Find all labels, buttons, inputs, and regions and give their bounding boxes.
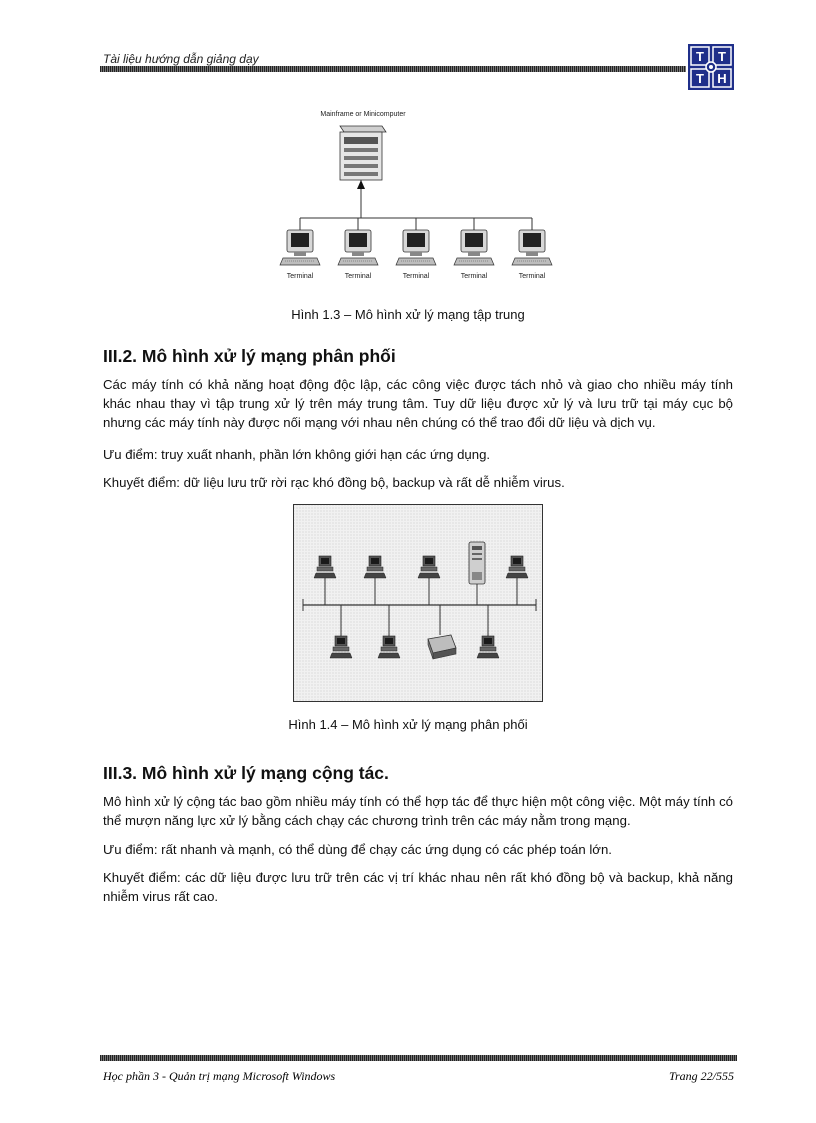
- centralized-network-diagram: [270, 104, 570, 294]
- logo-letter: T: [696, 71, 704, 86]
- terminal-label: Terminal: [518, 273, 546, 280]
- terminal-label: Terminal: [402, 273, 430, 280]
- section2-heading: III.2. Mô hình xử lý mạng phân phối: [103, 346, 396, 366]
- section2-body: Các máy tính có khả năng hoạt động độc lập, các công việc được tách nhỏ và giao cho nhiều máy tính khác nhau thay vì tập trung xử lý trên máy trung tâm. Tuy dữ liệu được xử lý và lưu trữ tại máy cục bộ nhưng các máy tính này được nối mạng với nhau nên chúng có thể trao đổi dữ liệu và dịch vụ.: [103, 377, 733, 430]
- section3-cons: Khuyết điểm: các dữ liệu được lưu trữ trên các vị trí khác nhau nên rất khó đồng bộ và backup, khả năng nhiễm virus rất cao.: [103, 870, 733, 904]
- terminal-icon: [280, 218, 320, 265]
- terminal-label: Terminal: [460, 273, 488, 280]
- terminal-label: Terminal: [286, 273, 314, 280]
- figure1-caption: Hình 1.3 – Mô hình xử lý mạng tập trung: [291, 307, 525, 322]
- header-rule: [100, 66, 686, 72]
- mainframe-label: Mainframe or Minicomputer: [320, 111, 406, 118]
- logo-letter: T: [718, 49, 726, 64]
- footer-rule: [100, 1055, 737, 1061]
- distributed-network-diagram: [293, 504, 543, 702]
- section3-pros: Ưu điểm: rất nhanh và mạnh, có thể dùng để chạy các ứng dụng có các phép toán lớn.: [103, 842, 612, 857]
- mainframe-icon: [340, 126, 386, 180]
- section2-cons: Khuyết điểm: dữ liệu lưu trữ rời rạc khó đồng bộ, backup và rất dễ nhiễm virus.: [103, 475, 565, 490]
- logo-letter: T: [696, 49, 704, 64]
- footer-page-number: Trang 22/555: [668, 1069, 734, 1083]
- logo-letter: H: [717, 71, 727, 86]
- tth-logo-icon: [688, 44, 734, 90]
- section2-pros: Ưu điểm: truy xuất nhanh, phần lớn không giới hạn các ứng dụng.: [103, 447, 491, 462]
- section3-heading: III.3. Mô hình xử lý mạng cộng tác.: [103, 763, 389, 783]
- figure2-caption: Hình 1.4 – Mô hình xử lý mạng phân phối: [288, 717, 528, 732]
- footer-course-title: Học phần 3 - Quản trị mạng Microsoft Windows: [103, 1069, 336, 1083]
- terminal-icon: [338, 218, 378, 265]
- terminal-label: Terminal: [344, 273, 372, 280]
- terminal-icon: [396, 218, 436, 265]
- header-title: Tài liệu hướng dẫn giảng dạy: [103, 52, 259, 66]
- terminal-icon: [512, 218, 552, 265]
- section3-body: Mô hình xử lý cộng tác bao gồm nhiều máy tính có thể hợp tác để thực hiện một công việc. Một máy tính có thể mượn năng lực xử lý bằng cách chạy các chương trình trên các máy nằm trong mạng.: [103, 794, 733, 828]
- terminal-icon: [454, 218, 494, 265]
